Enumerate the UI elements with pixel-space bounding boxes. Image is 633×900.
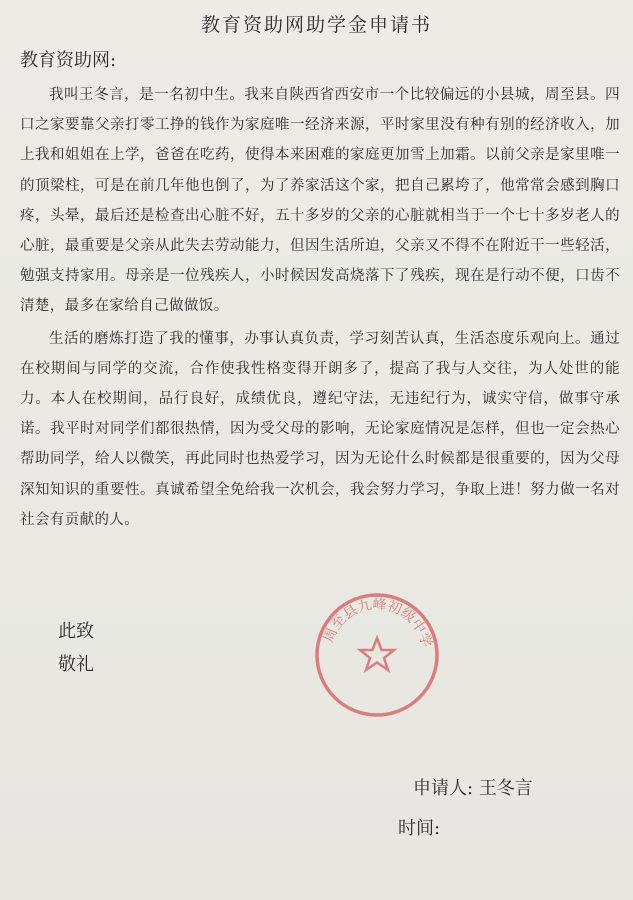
body-paragraph-family: 我叫王冬言，是一名初中生。我来自陕西省西安市一个比较偏远的小县城，周至县。四口之家要靠父亲打零工挣的钱作为家庭唯一经济来源，平时家里没有种有别的经济收入，加上我和姐姐在上学，爸爸在吃药，使得本来困难的家庭更加雪上加霜。以前父亲是家里唯一的顶梁柱，可是在前几年他也倒了，为了养家活这个家，把自己累垮了，他常常会感到胸口疼，头晕，最后还是检查出心脏不好，五十多岁的父亲的心脏就相当于一个七十多岁老人的心脏，最重要是父亲从此失去劳动能力，但因生活所迫，父亲又不得不在附近干一些轻活，勉强支持家用。母亲是一位残疾人，小时候因发高烧落下了残疾，现在是行动不便，口齿不清楚，最多在家给自己做做饭。: [20, 87, 620, 315]
applicant-signature: [413, 774, 533, 800]
seal-text: 周至县九峰初级中学: [320, 596, 435, 650]
applicant-label: 申请人:: [413, 778, 474, 799]
letter-title: 教育资助网助学金申请书: [200, 14, 432, 36]
school-seal-stamp: [312, 590, 442, 720]
closing-jingli: 敬礼: [58, 654, 94, 675]
body-paragraph-self: 生活的磨炼打造了我的懂事，办事认真负责，学习刻苦认真，生活态度乐观向上。通过在校期间与同学的交流，合作使我性格变得开朗多了，提高了我与人交往，为人处世的能力。本人在校期间，品行良好，成绩优良，遵纪守法，无违纪行为，诚实守信，做事守承诺。我平时对同学们都很热情，因为受父母的影响，无论家庭情况是怎样，但也一定会热心帮助同学，给人以微笑，再此同时也热爱学习，因为无论什么时候都是很重要的，因为父母深知知识的重要性。真诚希望全免给我一次机会，我会努力学习，争取上进！努力做一名对社会有贡献的人。: [20, 330, 620, 528]
salutation: 教育资助网:: [20, 50, 117, 71]
letter-body: [20, 80, 620, 535]
applicant-name: 王冬言: [478, 778, 533, 799]
closing-cizhi: 此致: [58, 621, 94, 642]
seal-star-icon: [360, 638, 394, 670]
date-label: 时间:: [398, 818, 441, 839]
